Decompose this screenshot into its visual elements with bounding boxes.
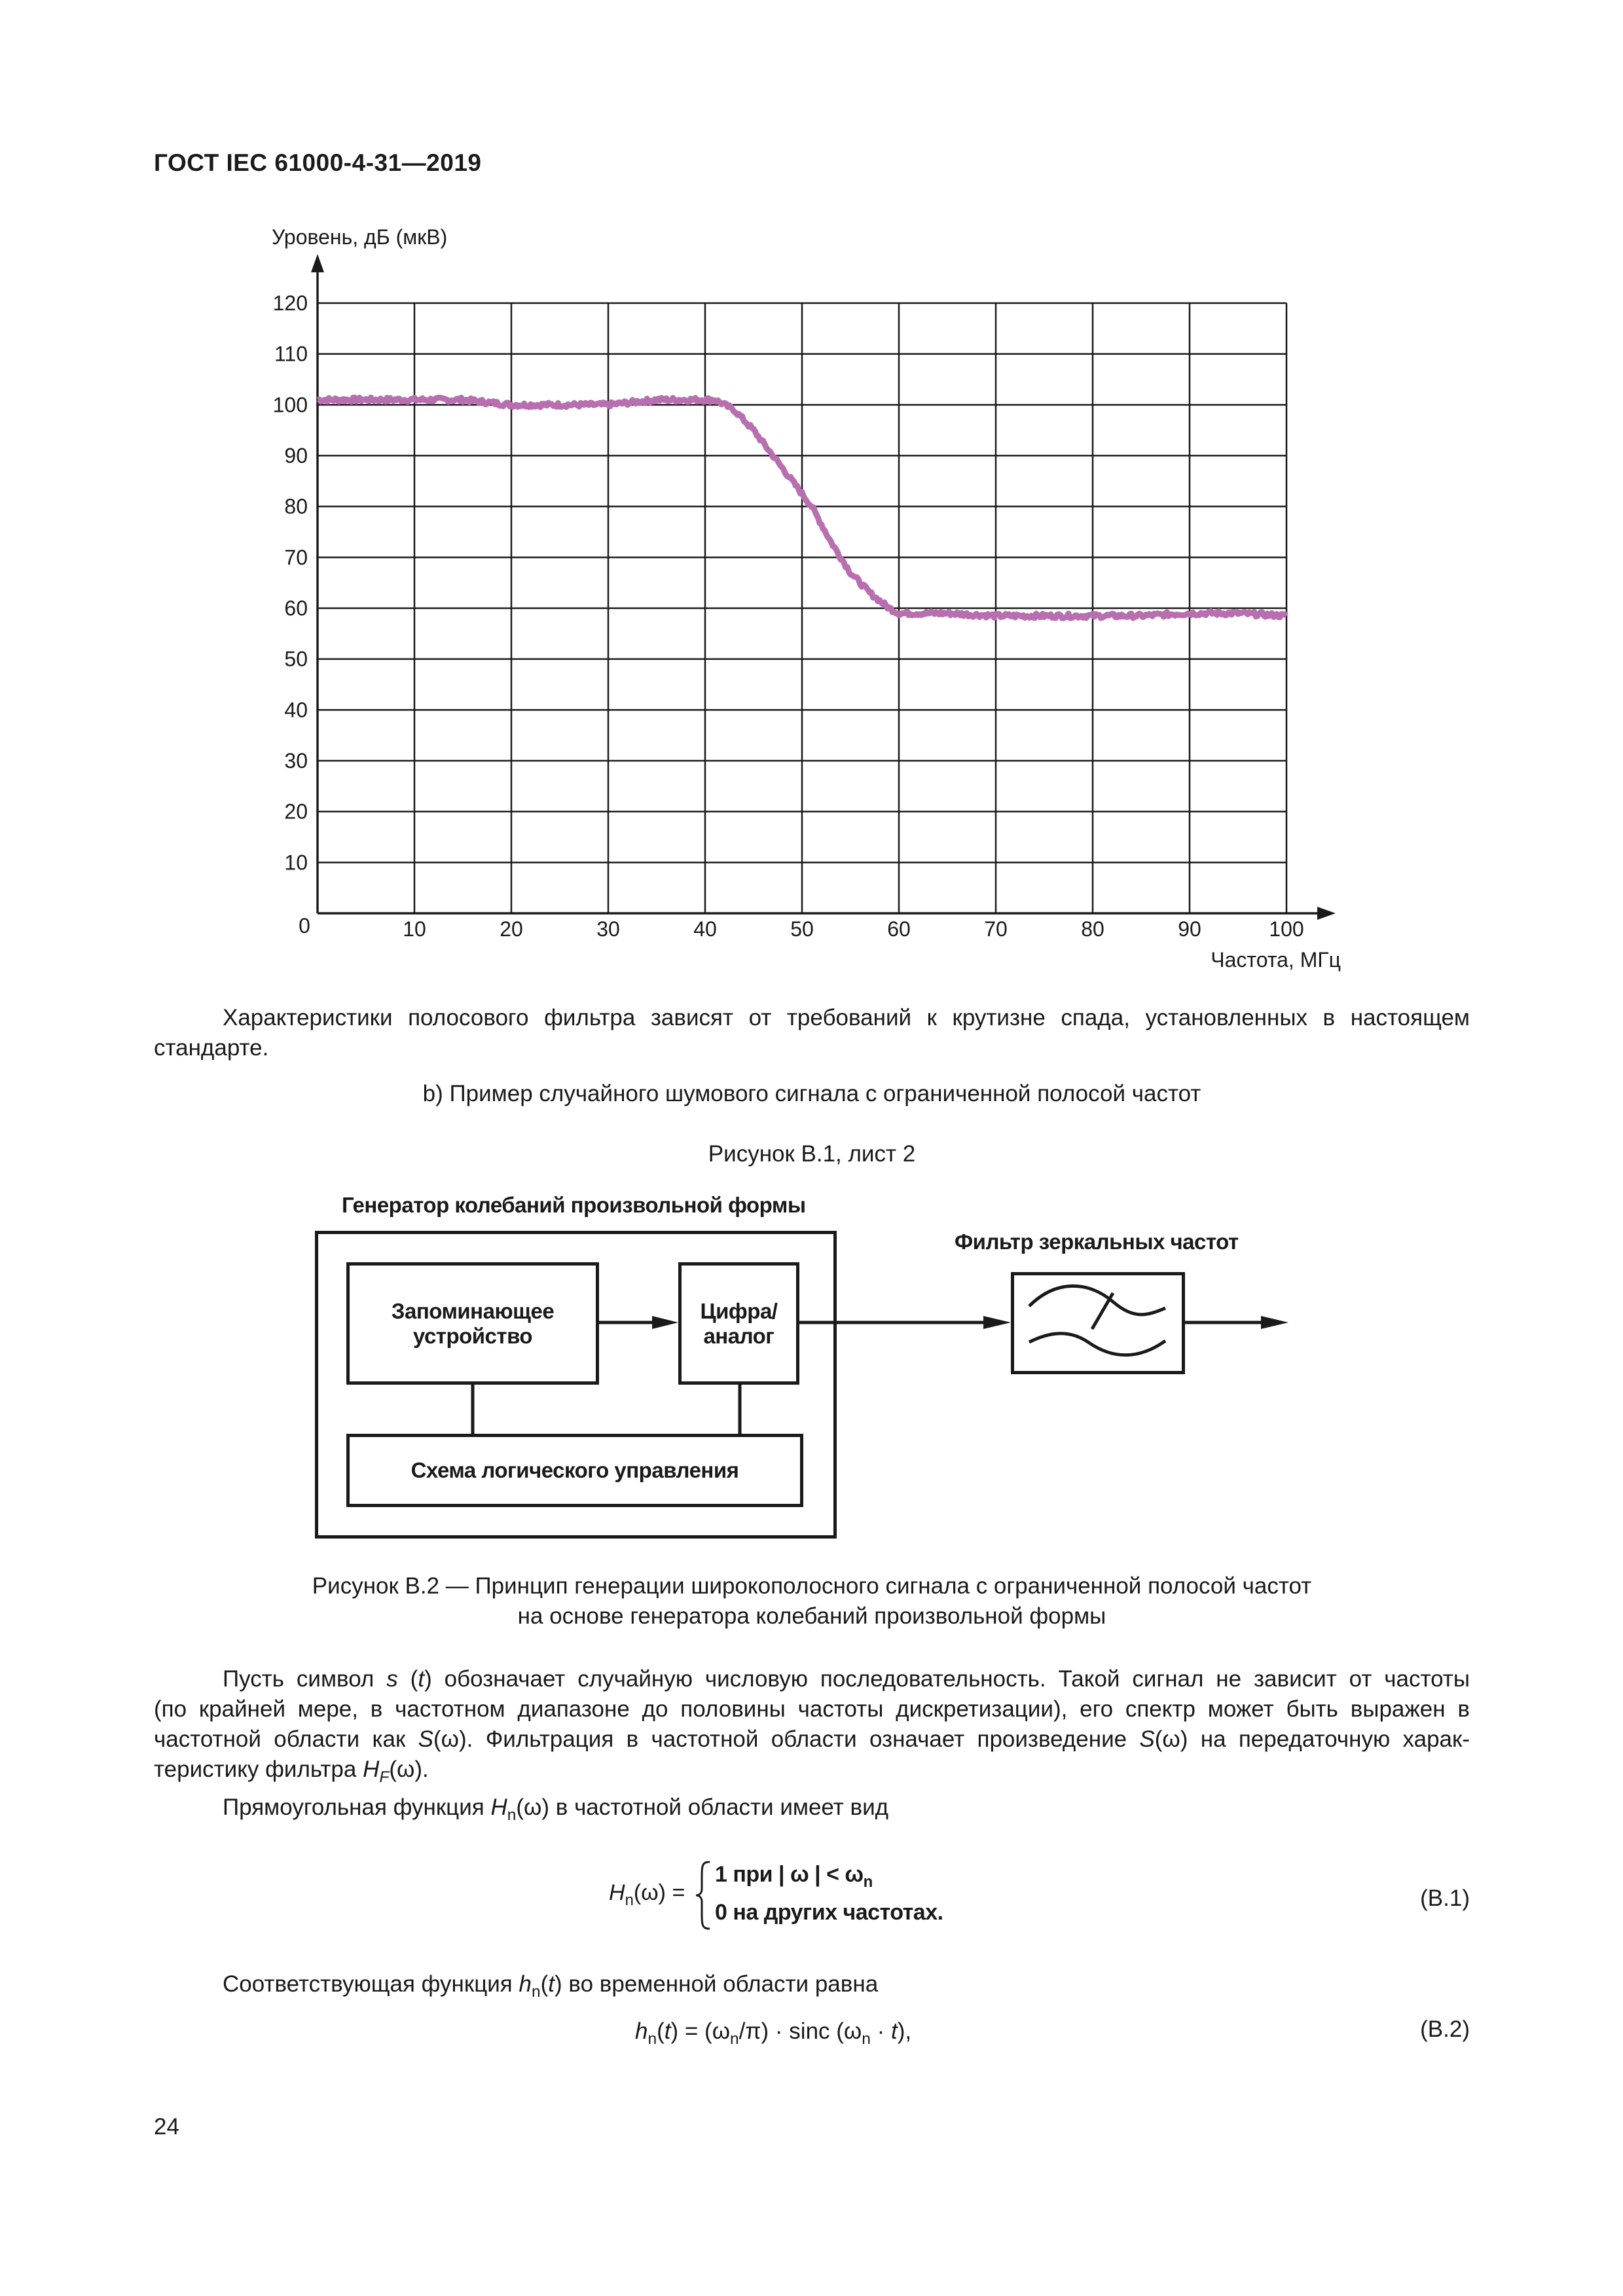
y-tick-label: 120 — [272, 291, 308, 315]
page-number: 24 — [154, 2114, 179, 2140]
figure-b2-caption: Рисунок В.2 — Принцип генерации широкополосного сигнала с ограниченной полосой частот на основе генератора колебаний произвольной формы — [312, 1573, 1312, 1629]
y-tick-label: 70 — [284, 545, 308, 570]
x-axis-label: Частота, МГц — [1211, 948, 1341, 972]
y-tick-label: 40 — [284, 698, 308, 722]
paragraph-filter-characteristics: Характеристики полосового фильтра зависят от требований к крутизне спада, установленных в настоящем стандарте. — [154, 1005, 1470, 1061]
paragraph-signal: Пусть символ s (t) обозначает случайную числовую последовательность. Такой сигнал не зависит от частоты (по крайней мере, в частотном диапазоне до половины частоты дискретизации), его спектр может быть выражен в частотной области как S(ω). Фильтрация в частотной области означает произведение S(ω) на передаточную харак- теристику фильтра $H_F(\omega)$. Прямоугольная функция $H_n(\omega)$ в частотной области имеет вид — [154, 1666, 1470, 1824]
figure-b1-caption: Рисунок В.1, лист 2 — [708, 1141, 916, 1167]
y-tick-label: 110 — [274, 342, 308, 366]
x-tick-label: 70 — [984, 917, 1008, 941]
paragraph-time-domain: Соответствующая функция $h_n(t)$ во временной области равна — [223, 1971, 879, 2001]
x-tick-label: 90 — [1178, 917, 1201, 941]
equation-b1-number: (В.1) — [1420, 1886, 1470, 1911]
equation-b2: $h_n(t) = (\omega_n/\pi) \cdot \sin c$ $(\omega_n \cdot t)$, — [635, 2018, 912, 2048]
equation-b2-number: (В.2) — [1420, 2016, 1470, 2042]
generator-title: Генератор колебаний произвольной формы — [342, 1193, 806, 1217]
y-axis-label: Уровень, дБ (мкВ) — [272, 225, 448, 249]
memory-label: Запоминающее устройство — [391, 1298, 555, 1348]
y-tick-label: 90 — [284, 444, 308, 467]
dac-label: Цифра/ аналог — [700, 1298, 778, 1348]
x-tick-label: 0 — [299, 914, 310, 938]
filter-symbol-icon — [1029, 1286, 1165, 1355]
y-tick-label: 10 — [284, 850, 308, 875]
logic-label: Схема логического управления — [410, 1458, 739, 1482]
document-header: ГОСТ IEC 61000-4-31—2019 — [154, 149, 482, 176]
y-tick-label: 80 — [284, 494, 308, 519]
x-tick-label: 40 — [693, 917, 717, 941]
caption-b: b) Пример случайного шумового сигнала с ограниченной полосой частот — [422, 1081, 1201, 1106]
x-tick-label: 30 — [596, 917, 620, 941]
y-tick-label: 30 — [284, 749, 308, 773]
x-tick-label: 20 — [500, 917, 523, 941]
filter-title: Фильтр зеркальных частот — [955, 1230, 1239, 1254]
x-tick-label: 50 — [790, 917, 814, 941]
output-arrow — [1185, 1316, 1288, 1329]
x-tick-label: 60 — [887, 917, 911, 941]
y-tick-label: 60 — [284, 596, 308, 620]
brace-icon — [694, 1859, 714, 1931]
y-tick-label: 50 — [284, 647, 308, 671]
equation-b1: $H_n(\omega)$ = 1 при | ω | < $\omega_n$ 0 на других частотах. — [609, 1859, 949, 1931]
x-tick-label: 10 — [403, 917, 426, 941]
x-tick-label: 100 — [1269, 917, 1304, 941]
dac-to-filter-arrow — [799, 1316, 1011, 1329]
x-tick-label: 80 — [1081, 917, 1104, 941]
y-tick-label: 100 — [272, 393, 308, 417]
y-tick-label: 20 — [284, 799, 308, 824]
memory-to-dac-arrow — [599, 1316, 678, 1329]
